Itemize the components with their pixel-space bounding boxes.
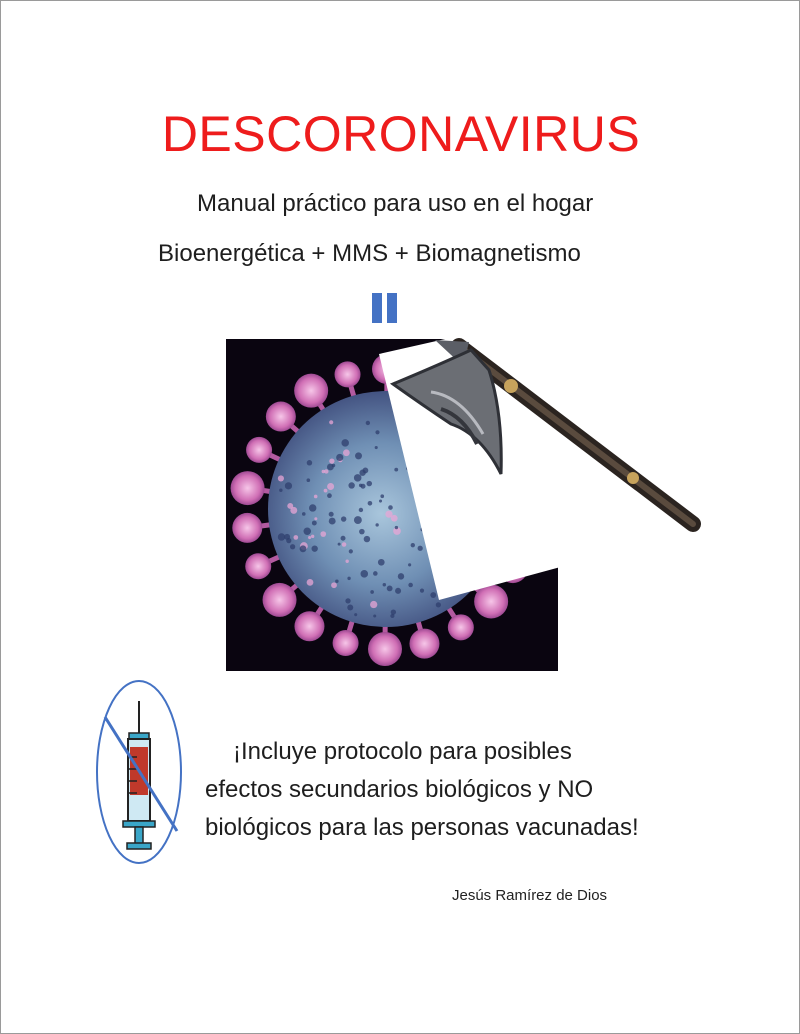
virus-spike-head xyxy=(409,629,439,659)
virus-surface-dot xyxy=(287,503,293,509)
virus-spike-head xyxy=(335,361,361,387)
virus-surface-dot xyxy=(278,533,285,540)
virus-surface-dot xyxy=(302,512,306,516)
virus-surface-dot xyxy=(390,614,394,618)
virus-surface-dot xyxy=(329,420,333,424)
protocol-line-2: efectos secundarios biológicos y NO xyxy=(205,776,594,803)
virus-surface-dot xyxy=(279,489,282,492)
virus-spike-head xyxy=(231,471,265,505)
virus-surface-dot xyxy=(361,570,369,578)
virus-spike-head xyxy=(294,611,324,641)
virus-surface-dot xyxy=(347,605,353,611)
virus-surface-dot xyxy=(329,458,334,463)
virus-surface-dot xyxy=(300,545,307,552)
protocol-line-1: ¡Incluye protocolo para posibles xyxy=(233,738,572,765)
virus-surface-dot xyxy=(348,482,354,488)
cover-subtitle: Manual práctico para uso en el hogar xyxy=(197,190,594,217)
virus-surface-dot xyxy=(308,536,311,539)
virus-surface-dot xyxy=(373,614,376,617)
virus-surface-dot xyxy=(327,493,332,498)
virus-surface-dot xyxy=(342,542,347,547)
virus-surface-dot xyxy=(278,475,284,481)
virus-surface-dot xyxy=(307,478,311,482)
virus-surface-dot xyxy=(338,543,341,546)
protocol-line-3: biológicos para las personas vacunadas! xyxy=(205,814,639,841)
virus-spike-head xyxy=(232,513,262,543)
virus-surface-dot xyxy=(354,516,362,524)
virus-surface-dot xyxy=(312,545,318,551)
virus-surface-dot xyxy=(364,536,370,542)
cover-methods: Bioenergética + MMS + Biomagnetismo xyxy=(158,240,581,267)
virus-surface-dot xyxy=(286,538,291,543)
virus-surface-dot xyxy=(329,518,336,525)
virus-surface-dot xyxy=(285,482,292,489)
virus-surface-dot xyxy=(347,577,350,580)
virus-surface-dot xyxy=(322,470,325,473)
virus-spike-head xyxy=(448,614,474,640)
author-name: Jesús Ramírez de Dios xyxy=(452,887,608,904)
protocol-notice xyxy=(201,733,721,847)
virus-surface-dot xyxy=(309,504,316,511)
virus-surface-dot xyxy=(303,527,311,535)
virus-surface-dot xyxy=(332,464,335,467)
virus-surface-dot xyxy=(343,449,350,456)
virus-surface-dot xyxy=(341,536,346,541)
cover-title: DESCORONAVIRUS xyxy=(161,106,641,162)
virus-surface-dot xyxy=(366,421,370,425)
virus-surface-dot xyxy=(341,516,346,521)
virus-surface-dot xyxy=(327,483,334,490)
virus-surface-dot xyxy=(290,544,295,549)
virus-surface-dot xyxy=(324,489,328,493)
virus-spike-head xyxy=(294,374,328,408)
virus-surface-dot xyxy=(320,531,326,537)
virus-spike-head xyxy=(245,553,271,579)
virus-surface-dot xyxy=(335,579,338,582)
virus-surface-dot xyxy=(336,454,343,461)
virus-surface-dot xyxy=(354,613,357,616)
crossed-syringe-icon xyxy=(93,677,185,867)
virus-surface-dot xyxy=(311,535,314,538)
virus-surface-dot xyxy=(314,495,318,499)
virus-surface-dot xyxy=(359,529,365,535)
virus-surface-dot xyxy=(359,484,362,487)
virus-spike-head xyxy=(333,630,359,656)
virus-surface-dot xyxy=(345,598,350,603)
virus-surface-dot xyxy=(331,582,337,588)
virus-spike-head xyxy=(368,632,402,666)
virus-surface-dot xyxy=(307,579,314,586)
virus-surface-dot xyxy=(307,460,312,465)
virus-surface-dot xyxy=(349,549,353,553)
virus-surface-dot xyxy=(354,474,362,482)
virus-surface-dot xyxy=(314,517,317,520)
virus-spike-head xyxy=(263,583,297,617)
virus-spike-head xyxy=(246,437,272,463)
virus-surface-dot xyxy=(293,535,298,540)
virus-surface-dot xyxy=(359,470,365,476)
virus-surface-dot xyxy=(359,508,363,512)
axe-image xyxy=(371,284,741,614)
virus-surface-dot xyxy=(329,512,334,517)
virus-surface-dot xyxy=(345,560,348,563)
virus-surface-dot xyxy=(355,452,362,459)
virus-surface-dot xyxy=(312,521,317,526)
virus-spike-head xyxy=(266,402,296,432)
virus-surface-dot xyxy=(341,439,349,447)
